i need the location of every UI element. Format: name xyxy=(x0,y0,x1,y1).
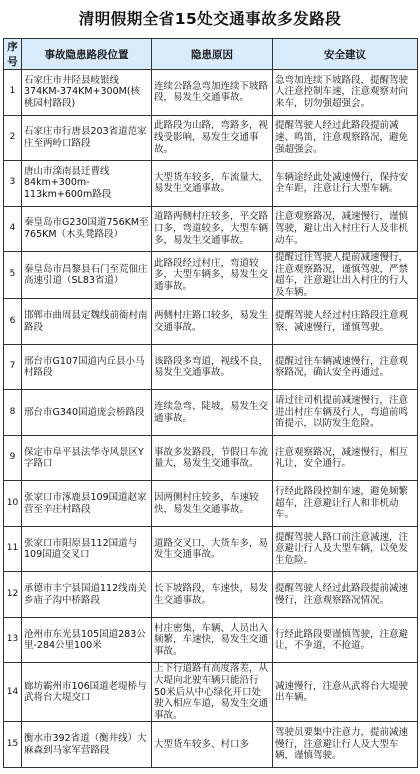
row-number-cell: 9 xyxy=(4,435,22,481)
table-row xyxy=(4,161,418,207)
advice-cell: 注意观察路况，减速慢行，谨慎驾驶，避让出入村庄行人及非机动车。 xyxy=(273,206,418,252)
row-number-cell: 13 xyxy=(4,617,22,663)
cause-cell: 大型货车较多，车流量大，易发生交通事故。 xyxy=(152,161,273,207)
row-number-cell: 15 xyxy=(4,722,22,768)
table-row xyxy=(4,617,418,663)
row-number-cell: 14 xyxy=(4,663,22,722)
cause-cell: 连续公路急弯加连续下坡路段，易发生交通事故。 xyxy=(152,70,273,116)
advice-cell: 提醒驾驶人经过此路段提前减速慢行，注意观察路况情况。 xyxy=(273,572,418,618)
location-cell: 张家口市阳原县112国道与109国道交叉口 xyxy=(22,526,152,572)
advice-cell: 减速慢行，注意从武将台大堤驶出车辆。 xyxy=(273,663,418,722)
table-row xyxy=(4,526,418,572)
location-cell: 唐山市滦南县迁曹线84km+300m-113km+600m路段 xyxy=(22,161,152,207)
location-cell: 邢台市G340国道庞会桥路段 xyxy=(22,390,152,436)
location-cell: 承德市丰宁县国道112线南关乡庙子沟中桥路段 xyxy=(22,572,152,618)
row-number-cell: 1 xyxy=(4,70,22,116)
advice-cell: 注意观察路况，减速慢行，相互礼让，安全通行。 xyxy=(273,435,418,481)
row-number-cell: 4 xyxy=(4,206,22,252)
cause-cell: 该路段多弯道，视线不良，易发生交通事故。 xyxy=(152,344,273,390)
table-header-row xyxy=(4,39,418,70)
row-number-cell: 12 xyxy=(4,572,22,618)
location-cell: 秦皇岛市昌黎县石门至荒佃庄高速引道（SL83省道） xyxy=(22,252,152,299)
table-row xyxy=(4,115,418,161)
table-row xyxy=(4,390,418,436)
cause-cell: 长下坡路段，车速快，易发生交通事故。 xyxy=(152,572,273,618)
row-number-cell: 10 xyxy=(4,481,22,527)
header-advice: 安全建议 xyxy=(273,39,418,70)
cause-cell: 道路两侧村庄较多，平交路口多，弯道较多，大型车辆多，易发生交通事故。 xyxy=(152,206,273,252)
row-number-cell: 7 xyxy=(4,344,22,390)
location-cell: 秦皇岛市G230国道756KM至765KM（木头凳路段） xyxy=(22,206,152,252)
location-cell: 石家庄市井陉县岐银线374KM-374KM+300M(核桃园村路段) xyxy=(22,70,152,116)
header-cause: 隐患原因 xyxy=(152,39,273,70)
table-row xyxy=(4,722,418,768)
cause-cell: 事故多发路段，节假日车流量大，易发生交通事故。 xyxy=(152,435,273,481)
location-cell: 张家口市涿鹿县109国道赵家营至辛庄村路段 xyxy=(22,481,152,527)
cause-cell: 连续急弯、陡坡，易发生交通事故。 xyxy=(152,390,273,436)
advice-cell: 提醒驾驶人经过此路段提前减速、鸣笛，注意观察路况，避免强超强会。 xyxy=(273,115,418,161)
cause-cell: 因两侧村庄较多，车速较快，易发生交通事故。 xyxy=(152,481,273,527)
table-row xyxy=(4,299,418,345)
advice-cell: 提醒过往车辆减速慢行，注意观察路况，确认安全再通过。 xyxy=(273,344,418,390)
cause-cell: 道路交叉口，大货车多，易发生交通事故。 xyxy=(152,526,273,572)
table-row xyxy=(4,663,418,722)
location-cell: 邢台市G107国道内丘县小马村路段 xyxy=(22,344,152,390)
header-location: 事故隐患路段位置 xyxy=(22,39,152,70)
header-no: 序号 xyxy=(4,39,22,70)
cause-cell: 两侧村庄路口较多，易发生交通事故。 xyxy=(152,299,273,345)
table-row xyxy=(4,70,418,116)
location-cell: 廊坊霸州市106国道老堤桥与武将台大堤交口 xyxy=(22,663,152,722)
advice-cell: 车辆途经此处减速慢行，保持安全车距，注意让行大型车辆。 xyxy=(273,161,418,207)
road-section-table xyxy=(3,38,418,768)
advice-cell: 提醒驾驶人路口前注意减速，注意避让行人及大型车辆，以免发生危险。 xyxy=(273,526,418,572)
table-row xyxy=(4,572,418,618)
table-row xyxy=(4,435,418,481)
table-body xyxy=(4,70,418,768)
location-cell: 衡水市392省道（衡井线）大麻森到马家军营路段 xyxy=(22,722,152,768)
table-row xyxy=(4,206,418,252)
row-number-cell: 3 xyxy=(4,161,22,207)
location-cell: 沧州市东光县105国道283公里-284公里100米 xyxy=(22,617,152,663)
cause-cell: 村庄密集，车辆、人员出入频繁，车速快，易发生交通事故。 xyxy=(152,617,273,663)
table-row xyxy=(4,344,418,390)
row-number-cell: 8 xyxy=(4,390,22,436)
table-row xyxy=(4,252,418,299)
location-cell: 邯郸市曲周县定魏线前衙村南路段 xyxy=(22,299,152,345)
location-cell: 保定市阜平县法华寺风景区Y字路口 xyxy=(22,435,152,481)
cause-cell: 此路段为山路，弯路多，视线受影响，易发生交通事故。 xyxy=(152,115,273,161)
cause-cell: 大型货车较多、村口多 xyxy=(152,722,273,768)
page-title: 清明假期全省15处交通事故多发路段 xyxy=(78,10,342,28)
advice-cell: 提醒驾驶人经过村庄路段注意观察，减速慢行，谨慎驾驶。 xyxy=(273,299,418,345)
cause-cell: 上下行道路有高度落差，从大堤向北驶车辆只能沿行50米后从中心绿化开口处驶入相应车道，易发生交通事故。 xyxy=(152,663,273,722)
advice-cell: 请过往司机提前减速慢行，注意进出村庄车辆及行人，弯道前鸣笛提示，以防发生危险。 xyxy=(273,390,418,436)
advice-cell: 急弯加连续下坡路段，提醒驾驶人注意控制车速，注意观察对向来车，切勿强超强会。 xyxy=(273,70,418,116)
advice-cell: 提醒过往驾驶人提前减速慢行，注意观察路况，谨慎驾驶，严禁超车，注意避让出入村庄的行人及车辆。 xyxy=(273,252,418,299)
table-row xyxy=(4,481,418,527)
advice-cell: 行经此路段要谨慎驾驶，注意避让，不争道，不抢道。 xyxy=(273,617,418,663)
row-number-cell: 6 xyxy=(4,299,22,345)
row-number-cell: 11 xyxy=(4,526,22,572)
row-number-cell: 2 xyxy=(4,115,22,161)
location-cell: 石家庄市行唐县203省道范家庄至两岭口路段 xyxy=(22,115,152,161)
row-number-cell: 5 xyxy=(4,252,22,299)
advice-cell: 驾驶员要集中注意力，提前减速慢行，注意避让行人及大型车辆，谨慎驾驶。 xyxy=(273,722,418,768)
advice-cell: 行经此路段控制车速，避免频繁超车，注意避让行人和非机动车。 xyxy=(273,481,418,527)
cause-cell: 此路段经过村庄，弯道较多，大型车辆多，易发生交通事故。 xyxy=(152,252,273,299)
